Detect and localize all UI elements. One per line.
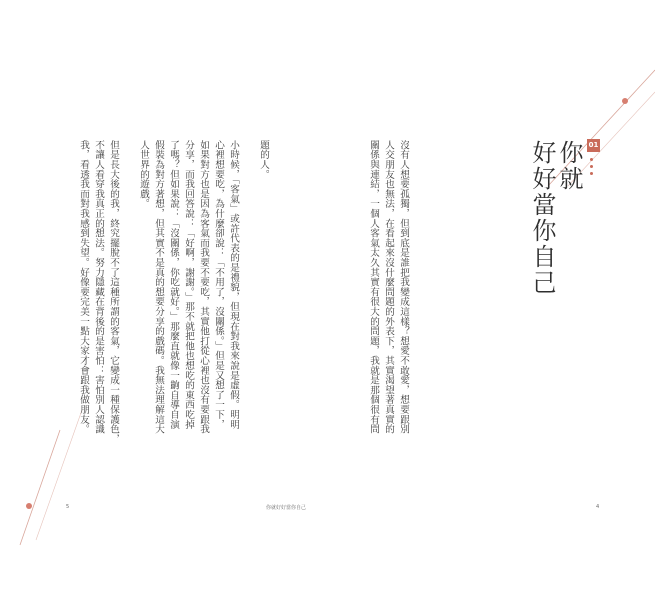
chapter-number-badge: 01 [587, 139, 600, 152]
dot-1 [590, 158, 593, 161]
chapter-title-line-1: 你就 [555, 140, 583, 192]
left-page-column-7: 了嗎？但如果說：「沒關係，你吃就好。」那麼直就像一齣自導自演 [168, 140, 179, 430]
left-page-column-1: 題的人。 [258, 140, 269, 180]
left-page-column-6: 分享，而我回答說：「好啊，謝謝。」那不就把他也想吃的東西吃掉 [183, 140, 194, 430]
dot-3 [590, 172, 593, 175]
left-page-column-11: 但是長大後的我，終究擺脫不了這種所謂的客氣，它變成一種保護色， [108, 140, 119, 444]
right-page-number: 4 [596, 504, 600, 510]
footer-book-title: 你就好好當你自己 [265, 505, 306, 511]
left-page-column-13: 我，看透我而對我感到失望。好像要完美一點大家才會跟我做朋友。 [78, 140, 89, 434]
left-page-column-8: 假裝為對方著想，但其實不是真的想要分享的戲碼。我無法理解這大 [153, 140, 164, 434]
deco-line-bottom-left-2 [36, 410, 82, 540]
chapter-title-line-2: 好好當你自己 [528, 140, 556, 296]
left-page-column-9: 人世界的遊戲。 [138, 140, 149, 209]
right-page-column-3: 關係與連結，一個人客氣太久其實有很大的問題，我就是那個很有問 [368, 140, 379, 434]
left-page-column-4: 心裡想要吃，為什麼卻說：「不用了，沒關係。」但是又想了一下， [213, 140, 224, 430]
left-page-column-12: 不讓人看穿我真正的想法。努力隱藏在背後的是害怕：害怕別人認識 [93, 140, 104, 434]
deco-line-bottom-left-1 [20, 430, 60, 545]
right-page-column-2: 人交朋友也無法，在看起來沒什麼問題的外表下，其實渴望著真實的 [383, 140, 394, 434]
dot-2 [590, 165, 593, 168]
left-page-column-3: 小時候，「客氣」或許代表的是禮貌，但現在對我來說是虛假。明明 [228, 140, 239, 430]
left-page-number: 5 [66, 504, 70, 510]
deco-dot-bottom-left [26, 503, 32, 509]
left-page-column-5: 如果對方也是因為客氣而我要不要吃，其實他打從心裡也沒有要跟我 [198, 140, 209, 434]
right-page-column-1: 沒有人想要孤獨，但到底是誰把我變成這樣？想愛不敢愛，想要跟別 [398, 140, 409, 434]
deco-dot-top-right [622, 98, 628, 104]
chapter-dots [590, 158, 593, 179]
